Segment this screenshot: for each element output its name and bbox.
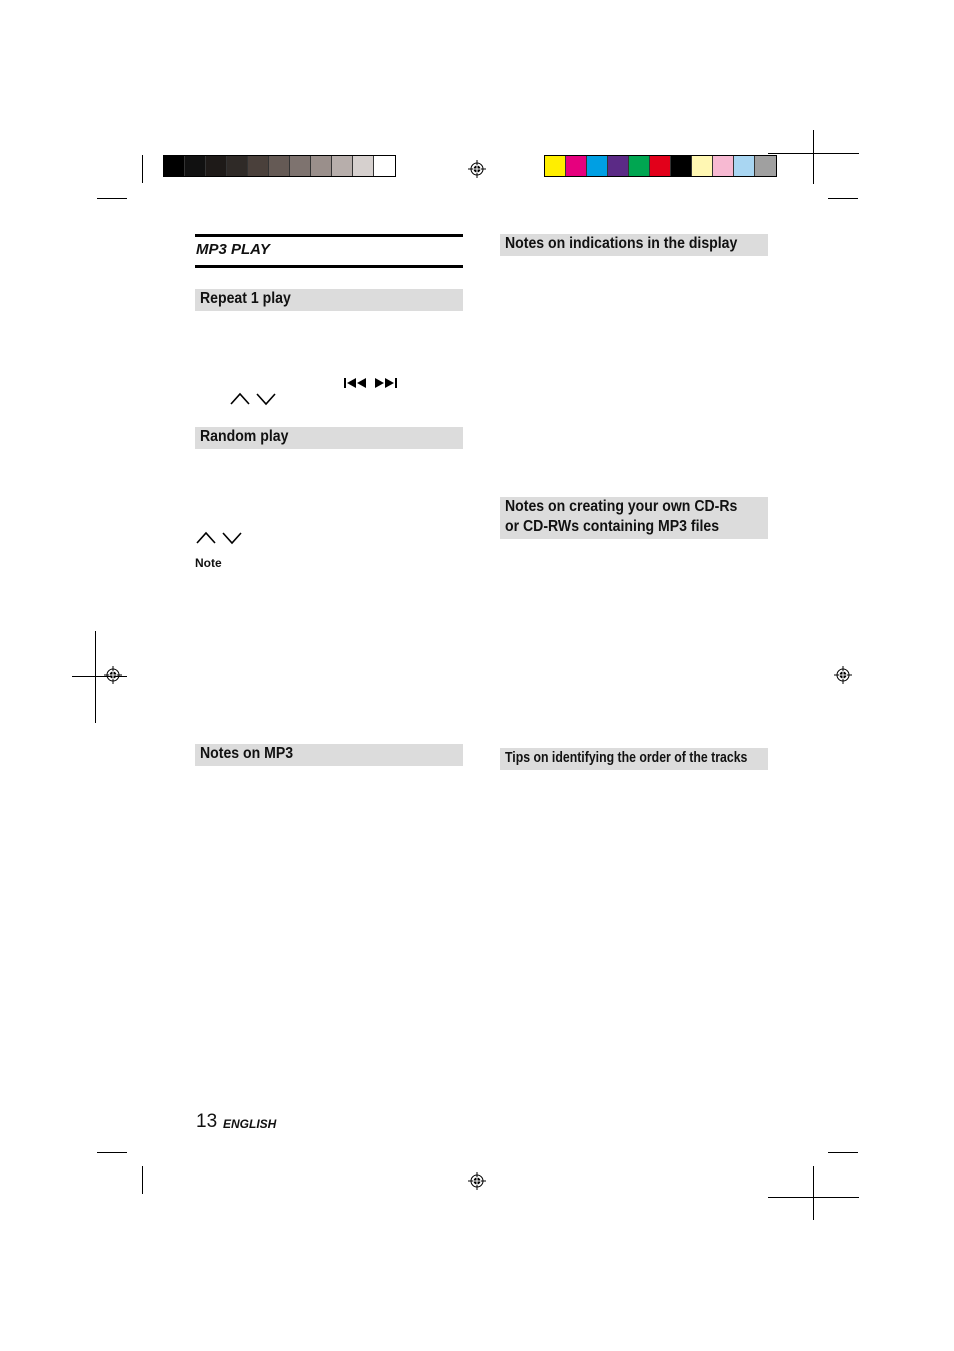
color-swatch	[227, 156, 248, 176]
color-swatch	[164, 156, 185, 176]
color-swatch	[629, 156, 650, 176]
up-chevron-icon	[230, 392, 250, 406]
cdr-notes-heading-line1: Notes on creating your own CD-Rs	[505, 498, 738, 515]
section-title: MP3 PLAY	[196, 241, 270, 258]
color-swatch	[185, 156, 206, 176]
display-notes-heading-text: Notes on indications in the display	[505, 235, 738, 252]
random-play-heading-text: Random play	[200, 428, 289, 445]
registration-mark-icon	[468, 1172, 486, 1190]
tips-order-heading-text: Tips on identifying the order of the tracks	[505, 749, 748, 766]
color-swatch	[692, 156, 713, 176]
down-chevron-icon	[222, 531, 242, 545]
display-notes-heading	[500, 234, 768, 256]
crop-mark	[142, 1166, 143, 1194]
gray-color-bar	[163, 155, 396, 177]
page-number: 13	[196, 1111, 218, 1132]
repeat-play-heading	[195, 289, 463, 311]
process-color-bar	[544, 155, 777, 177]
up-chevron-icon	[196, 531, 216, 545]
cdr-notes-heading	[500, 497, 768, 539]
color-swatch	[650, 156, 671, 176]
color-swatch	[206, 156, 227, 176]
note-label: Note	[195, 556, 222, 570]
color-swatch	[311, 156, 332, 176]
color-swatch	[545, 156, 566, 176]
color-swatch	[587, 156, 608, 176]
repeat-play-heading-text: Repeat 1 play	[200, 290, 291, 307]
crop-mark	[97, 1152, 127, 1153]
color-swatch	[269, 156, 290, 176]
crop-mark	[813, 1166, 814, 1220]
skip-back-icon	[343, 377, 371, 389]
notes-mp3-heading	[195, 744, 463, 766]
section-rule-bottom	[195, 265, 463, 268]
tips-order-heading	[500, 748, 768, 770]
crop-mark	[95, 631, 96, 723]
registration-mark-icon	[468, 160, 486, 178]
crop-mark	[828, 198, 858, 199]
registration-mark-icon	[834, 666, 852, 684]
color-swatch	[671, 156, 692, 176]
registration-mark-icon	[104, 666, 122, 684]
color-swatch	[713, 156, 734, 176]
random-play-heading	[195, 427, 463, 449]
cdr-notes-heading-line2: or CD-RWs containing MP3 files	[505, 518, 720, 535]
color-swatch	[248, 156, 269, 176]
crop-mark	[768, 1197, 859, 1198]
crop-mark	[768, 153, 859, 154]
language-label: ENGLISH	[223, 1117, 277, 1131]
color-swatch	[332, 156, 353, 176]
crop-mark	[828, 1152, 858, 1153]
color-swatch	[353, 156, 374, 176]
crop-mark	[97, 198, 127, 199]
section-rule-top	[195, 234, 463, 237]
color-swatch	[608, 156, 629, 176]
color-swatch	[566, 156, 587, 176]
color-swatch	[734, 156, 755, 176]
color-swatch	[290, 156, 311, 176]
crop-mark	[813, 130, 814, 184]
color-swatch	[374, 156, 395, 176]
notes-mp3-heading-text: Notes on MP3	[200, 745, 294, 762]
down-chevron-icon	[256, 392, 276, 406]
skip-forward-icon	[373, 377, 401, 389]
color-swatch	[755, 156, 776, 176]
crop-mark	[142, 155, 143, 183]
